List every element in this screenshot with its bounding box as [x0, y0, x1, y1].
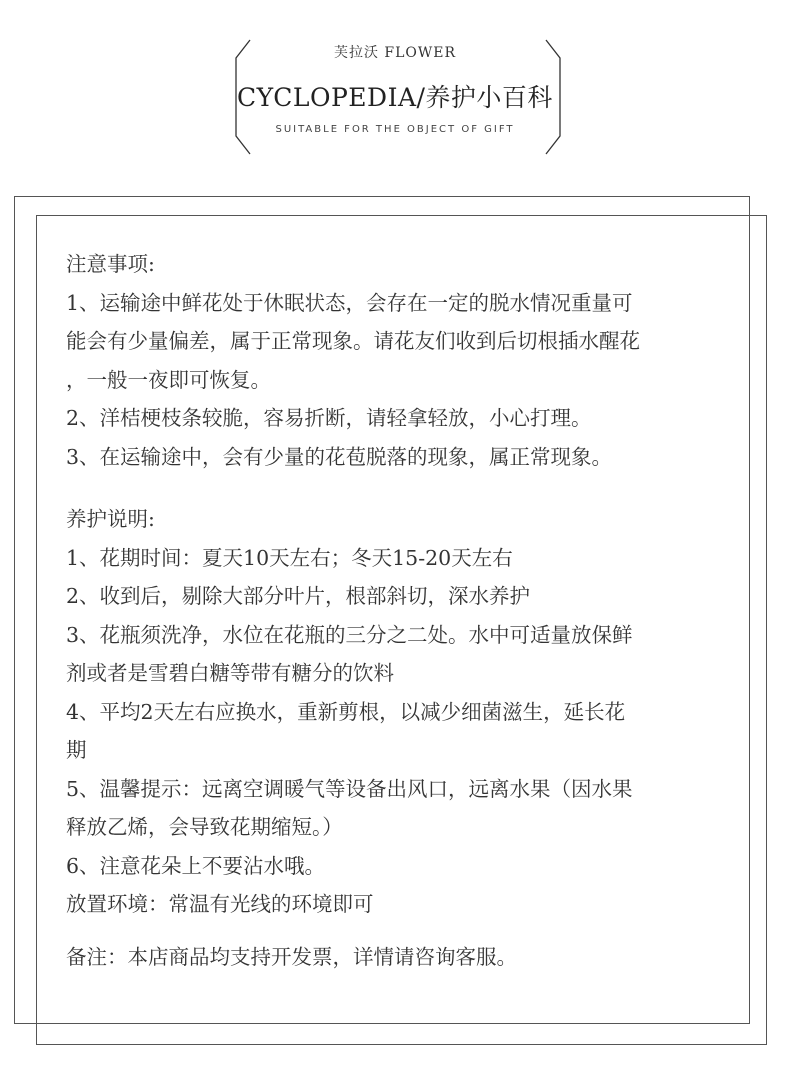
care-section: [66, 500, 738, 924]
notice-section: [66, 245, 738, 476]
page-subtitle: SUITABLE FOR THE OBJECT OF GIFT: [275, 124, 515, 135]
care-line: 5、温馨提示：远离空调暖气等设备出风口，远离水果（因水果: [66, 776, 633, 801]
remark-text: 备注：本店商品均支持开发票，详情请咨询客服。: [66, 944, 517, 969]
content-body: [66, 245, 738, 976]
care-line: 释放乙烯，会导致花期缩短。）: [66, 815, 343, 839]
page-title: CYCLOPEDIA/养护小百科: [237, 83, 553, 112]
notice-line: ，一般一夜即可恢复。: [66, 367, 271, 392]
header-banner: [0, 0, 790, 170]
section-spacer: [66, 476, 738, 500]
notice-line: 2、洋桔梗枝条较脆，容易折断，请轻拿轻放，小心打理。: [66, 406, 592, 430]
care-heading: 养护说明:: [66, 507, 155, 531]
care-line: 3、花瓶须洗净，水位在花瓶的三分之二处。水中可适量放保鲜: [66, 622, 633, 647]
care-line: 剂或者是雪碧白糖等带有糖分的饮料: [66, 661, 394, 685]
notice-line: 能会有少量偏差，属于正常现象。请花友们收到后切根插水醒花: [66, 329, 640, 353]
notice-line: 3、在运输途中，会有少量的花苞脱落的现象，属正常现象。: [66, 444, 613, 469]
brand-name: 芙拉沃 FLOWER: [333, 45, 457, 61]
care-line: 4、平均2天左右应换水，重新剪根，以减少细菌滋生，延长花: [66, 699, 626, 724]
care-line: 6、注意花朵上不要沾水哦。: [66, 853, 326, 878]
remark-spacer: [66, 924, 738, 938]
notice-line: 1、运输途中鲜花处于休眠状态，会存在一定的脱水情况重量可: [66, 290, 633, 315]
care-line: 放置环境：常温有光线的环境即可: [66, 892, 374, 916]
notice-heading: 注意事项:: [66, 252, 155, 276]
care-line: 期: [66, 738, 87, 762]
care-line: 1、花期时间：夏天10天左右；冬天15-20天左右: [66, 545, 513, 570]
care-line: 2、收到后，剔除大部分叶片，根部斜切，深水养护: [66, 584, 531, 608]
